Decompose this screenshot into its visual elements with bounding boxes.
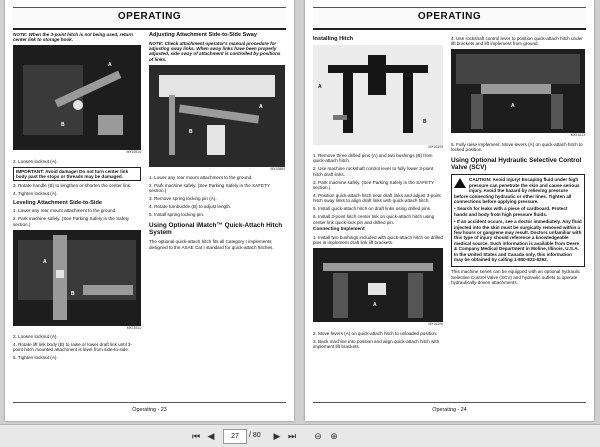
step-text: 1. Remove three drilled pins (A) and two bushings (B) from quick-attach hitch.: [313, 153, 433, 164]
caution-text: CAUTION: Avoid injury! Escaping fluid under high pressure can penetrate the skin and cause serious injury. Avoid the hazard by relieving pressure before connecting hydraulic or other lines. Tighten all connections before applying pressure.: [454, 177, 580, 204]
center-link-photo: A B: [13, 45, 141, 150]
body-text: This machine series can be equipped with an optional hydraulic Selective Control Valve (SCV) and hydraulic outlets to operate hydraulically-driven attachments.: [451, 269, 580, 286]
step-text: 5. Tighten locknut (A).: [13, 355, 58, 361]
image-code: MX15884: [270, 166, 285, 171]
section-heading: Leveling Attachment Side-to-Side: [13, 199, 102, 206]
page-header: [13, 7, 286, 30]
step-text: 3. Rotate handle (B) to lengthen or shorten the center link.: [13, 183, 132, 189]
page-total: / 80: [249, 432, 261, 439]
caution-box: [451, 174, 585, 267]
important-box: IMPORTANT: Avoid damage! Do not turn center link body past the stops or threads may be damaged.: [13, 167, 141, 182]
sway-link-photo: A B: [149, 65, 285, 167]
caution-text: • Search for leaks with a piece of cardboard. Protect hands and body from high pressure fluids.: [454, 206, 568, 217]
step-text: 4. Rotate lift link body (B) to raise or lower draft link until 3-point hitch mounted attachment is level from side-to-side.: [13, 341, 132, 353]
image-code: MX15514: [126, 150, 141, 155]
step-text: 1. Lower any rear mount attachment to the ground.: [149, 175, 253, 181]
step-text: 4. Rotate turnbuckle (B) to adjust length.: [149, 204, 232, 210]
step-text: 4. Position quick-attach hitch near draft links and adjust 3-point hitch sway links to align draft links with quick-attach hitch.: [313, 192, 441, 204]
right-column: [451, 36, 585, 288]
section-heading: Installing Hitch: [313, 36, 354, 42]
lift-link-photo: A B: [13, 230, 141, 326]
viewer-toolbar: [0, 424, 600, 447]
step-text: 4. Tighten locknut (A).: [13, 191, 58, 197]
last-page-icon[interactable]: ⏭: [287, 431, 297, 441]
image-code: MX16113: [570, 133, 585, 138]
page-header-title: OPERATING: [417, 11, 482, 22]
note-text: NOTE: Check attachment operator's manual procedure for adjusting sway links. When sway links have been properly adjusted, side sway of attachment is controlled by positions of links.: [149, 40, 281, 62]
prev-page-icon[interactable]: ◀: [207, 431, 215, 441]
image-code: MX16105: [428, 144, 443, 149]
page-footer: Operating - 24: [432, 407, 467, 413]
warning-icon: [454, 178, 466, 188]
step-text: 6. Install 3-point hitch center link on quick-attach hitch using center link quick-lock pin and drilled pin.: [313, 214, 435, 225]
section-heading: Using Optional iMatch™ Quick-Attach Hitch System: [149, 221, 283, 236]
step-text: 1. Install two bushings included with quick-attach hitch on drilled pins in implement draft link lift brackets.: [313, 234, 443, 246]
lifted-implement-photo: A: [451, 49, 585, 133]
quick-hitch-photo: A B: [313, 45, 443, 145]
next-page-icon[interactable]: ▶: [273, 431, 281, 441]
image-code: MX15511: [126, 325, 141, 330]
page-23: [5, 0, 294, 421]
step-text: 2. Use machine rockshaft control lever to fully lower 3-point hitch draft links.: [313, 166, 434, 177]
page-header-title: OPERATING: [117, 11, 182, 22]
note-text: NOTE: When the 3-point hitch is not being used, return center link to storage hook.: [13, 32, 133, 43]
zoom-out-icon[interactable]: ⊖: [314, 431, 322, 441]
step-text: 1. Lower any rear mount attachment to the ground.: [13, 208, 117, 214]
section-heading: Connecting Implement: [313, 227, 365, 233]
implement-photo: A: [313, 248, 443, 322]
step-text: 5. Fully raise implement. Move levers (A) on quick-attach hitch to locked position.: [451, 141, 583, 153]
step-text: 3. Remove spring locking pin (A).: [149, 196, 217, 202]
page-24: [305, 0, 594, 421]
footer-divider: [313, 402, 586, 403]
page-number-input[interactable]: 27: [223, 429, 247, 444]
body-text: The optional quick-attach hitch fits all Category I implements designed to the ASAE Cat I standard for quick-attach hitches.: [149, 239, 274, 250]
step-text: 2. Park machine safely. (See Parking Safely in the Safety section.): [13, 216, 130, 227]
section-heading: Using Optional Hydraulic Selective Control Valve (SCV): [451, 156, 582, 171]
right-column: [149, 32, 285, 253]
left-column: [313, 36, 443, 352]
section-heading: Adjusting Attachment Side-to-Side Sway: [149, 32, 257, 38]
step-text: 4. Use rockshaft control lever to position quick-attach hitch under lift brackets and lift implement from ground.: [451, 36, 583, 47]
image-code: MX16106: [428, 322, 443, 327]
step-text: 3. Loosen locknut (A).: [13, 333, 58, 339]
step-text: 5. Install quick-attach hitch on draft links using drilled pins.: [313, 206, 432, 212]
caution-text: • If an accident occurs, see a doctor immediately. Any fluid injected into the skin must be surgically removed within a few hours or gangrene may result. Doctors unfamiliar with this type of injury should reference a knowledgeable medical source. Such information is available from Deere & Company Medical Department in Moline, Illinois, U.S.A. In the United States and Canada only, this information may be obtained by calling 1-800-822-8262.: [454, 219, 582, 263]
step-text: 2. Move levers (A) on quick-attach hitch to unloaded position.: [313, 330, 438, 336]
step-text: 3. Back machine into position and align quick-attach hitch with implement lift brackets.: [313, 338, 440, 349]
step-text: 3. Park machine safely. (See Parking Safely in the SAFETY section.): [313, 179, 434, 191]
left-column: [13, 32, 141, 363]
footer-divider: [13, 402, 286, 403]
step-text: 5. Install spring locking pin.: [149, 212, 205, 218]
page-footer: Operating - 23: [132, 407, 167, 413]
first-page-icon[interactable]: ⏮: [191, 431, 201, 441]
step-text: 2. Loosen locknut (A).: [13, 158, 58, 164]
zoom-in-icon[interactable]: ⊕: [330, 431, 338, 441]
page-header: [313, 7, 586, 30]
step-text: 2. Park machine safely. (See Parking Safely in the SAFETY section.): [149, 183, 270, 194]
